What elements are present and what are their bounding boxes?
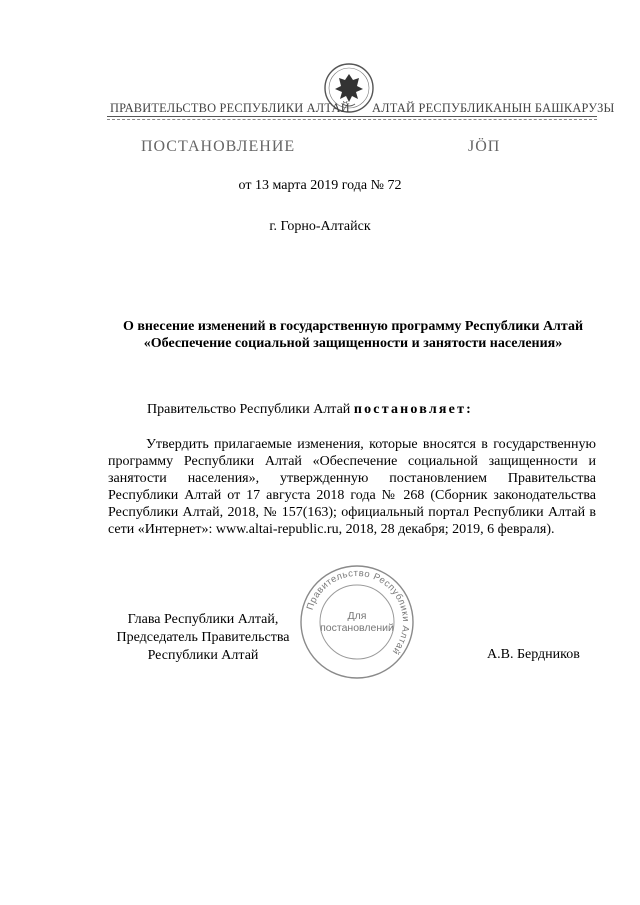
document-body: Утвердить прилагаемые изменения, которые вносятся в государственную программу Республики Алтай «Обеспечение социальной защищенности и занятости населения», утвержденную постановлением Правительства Республики Алтай от 17 августа 2018 года № 268 (Сборник законодательства Республики Алтай, 2018, № 157(163); официальный портал Республики Алтай в сети «Интернет»: www.altai-republic.ru, 2018, 28 декабря; 2019, 6 февраля). — [108, 437, 596, 537]
decree-verb: постановляет: — [353, 402, 474, 417]
document-city: г. Горно-Алтайск — [269, 219, 371, 234]
header-rule-dashed — [107, 119, 597, 120]
stamp-center-text — [316, 610, 398, 634]
header-gov-name-alt: АЛТАЙ РЕСПУБЛИКАНЫН БАШКАРУЗЫ — [372, 101, 615, 115]
header-rule — [107, 116, 597, 117]
doc-type-ru: ПОСТАНОВЛЕНИЕ — [141, 138, 296, 155]
signature-title-block — [108, 611, 298, 665]
signature-line2: Председатель Правительства — [116, 630, 290, 645]
signatory-name: А.В. Бердников — [487, 647, 580, 662]
decree-line — [147, 402, 473, 418]
signature-line1: Глава Республики Алтай, — [127, 612, 279, 627]
stamp-ring-text: Правительство Республики Алтай — [304, 567, 412, 657]
document-title: О внесение изменений в государственную программу Республики Алтай «Обеспечение социальной защищенности и занятости населения» — [122, 319, 584, 351]
document-date-number: от 13 марта 2019 года № 72 — [238, 178, 402, 193]
header-gov-name-ru: ПРАВИТЕЛЬСТВО РЕСПУБЛИКИ АЛТАЙ — [110, 101, 350, 115]
doc-type-alt: ЈӦП — [468, 138, 501, 155]
stamp-center-line2: постановлений — [320, 622, 394, 634]
decree-lead: Правительство Республики Алтай — [147, 402, 354, 417]
signature-line3: Республики Алтай — [147, 648, 259, 663]
stamp-center-line1: Для — [347, 610, 367, 622]
